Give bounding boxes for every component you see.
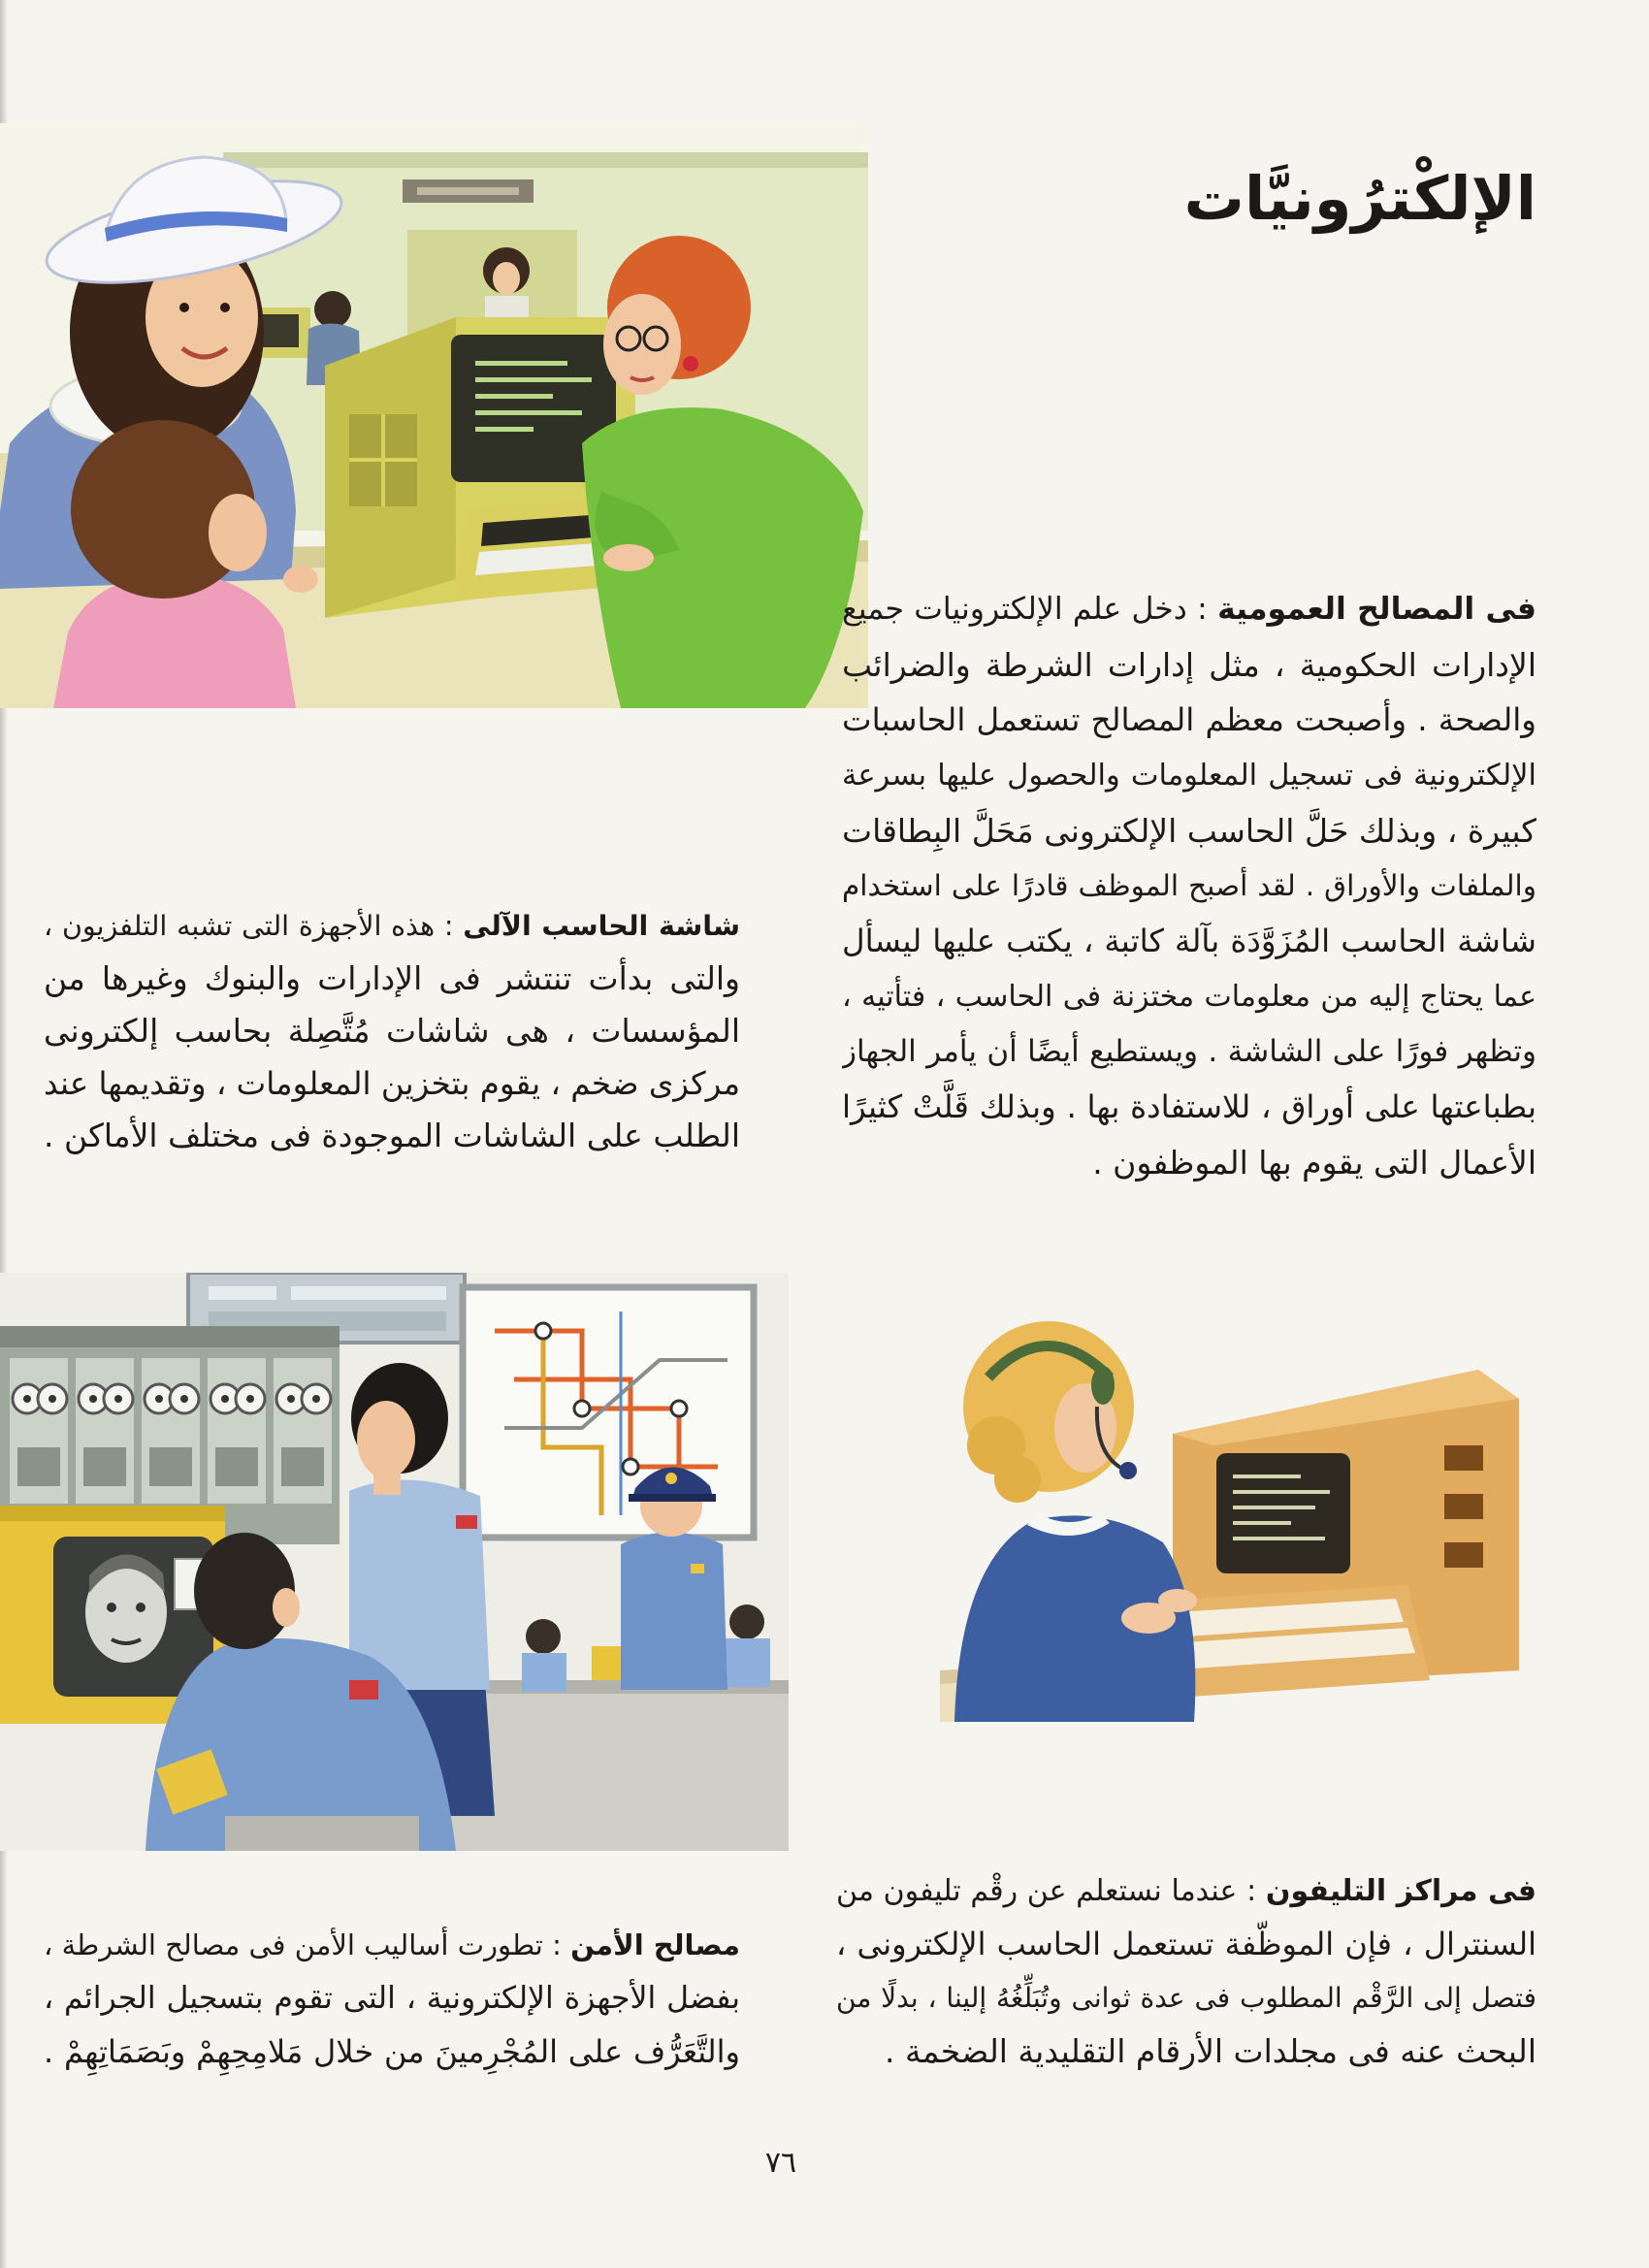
paragraph-line: الإلكترونية فى تسجيل المعلومات والحصول عليها بسرعة — [842, 759, 1536, 793]
paragraph-line: المؤسسات ، هى شاشات مُتَّصِلة بحاسب إلكترونى — [44, 1012, 740, 1050]
telephone-operator — [954, 1321, 1197, 1722]
illustration-security-control-room — [0, 1273, 789, 1851]
line-text: : هذه الأجهزة التى تشبه التلفزيون ، — [44, 910, 464, 942]
section-telephone-centers — [836, 1864, 1536, 2078]
paragraph-line: والملفات والأوراق . لقد أصبح الموظف قادرًا على استخدام — [842, 869, 1536, 902]
paragraph-line: عما يحتاج إليه من معلومات مختزنة فى الحاسب ، فتأتيه ، — [842, 980, 1536, 1014]
desk-front-edge — [225, 1816, 419, 1851]
paragraph-line: مركزى ضخم ، يقوم بتخزين المعلومات ، وتقديمها عند — [44, 1065, 740, 1102]
paragraph-line: شاشة الحاسب المُزَوَّدَة بآلة كاتبة ، يكتب عليها ليسأل — [842, 923, 1536, 959]
paragraph-line: بطباعتها على أوراق ، للاستفادة بها . وبذلك قَلَّتْ كثيرًا — [842, 1088, 1536, 1125]
paragraph-line: البحث عنه فى مجلدات الأرقام التقليدية الضخمة . — [885, 2032, 1536, 2070]
paragraph-line — [836, 1864, 1536, 1918]
paragraph-line: الأعمال التى يقوم بها الموظفون . — [1092, 1144, 1536, 1182]
wall-sign-plaque — [403, 179, 534, 203]
illustration-office-computer-counter — [0, 123, 868, 708]
paragraph-line: الإدارات الحكومية ، مثل إدارات الشرطة والضرائب — [842, 646, 1536, 684]
paragraph-line: والتَّعَرُّف على المُجْرِمينَ من خلال مَلامِحِهِمْ وبَصَمَاتِهِمْ . — [44, 2033, 740, 2070]
section-heading: مصالح الأمن — [570, 1928, 740, 1961]
section-security-services — [44, 1919, 740, 2079]
paragraph-line — [44, 1919, 740, 1972]
paragraph-line: كبيرة ، وبذلك حَلَّ الحاسب الإلكترونى مَحَلَّ البِطاقات — [842, 812, 1536, 850]
paragraph-line: بفضل الأجهزة الإلكترونية ، التى تقوم بتسجيل الجرائم ، — [44, 1981, 740, 2016]
line-text: : عندما نستعلم عن رقْم تليفون من — [836, 1874, 1266, 1908]
paragraph-line — [44, 900, 740, 953]
line-text: : تطورت أساليب الأمن فى مصالح الشرطة ، — [44, 1928, 571, 1961]
police-officer-with-cap — [621, 1467, 728, 1690]
line-text: : دخل علم الإلكترونيات جميع — [842, 592, 1218, 627]
illustration-telephone-operator — [940, 1310, 1519, 1722]
page-title: الإلكْترُونيَّات — [1183, 163, 1536, 234]
section-computer-screen — [44, 900, 740, 1162]
paragraph-line: فتصل إلى الرَّقْم المطلوب فى عدة ثوانى وتُبَلِّغُهُ إلينا ، بدلًا من — [836, 1982, 1536, 2014]
paragraph-line — [842, 582, 1536, 637]
section-heading: فى المصالح العمومية — [1217, 592, 1536, 627]
paragraph-line: السنترال ، فإن الموظّفة تستعمل الحاسب الإلكترونى ، — [836, 1926, 1536, 1962]
paragraph-line: الطلب على الشاشات الموجودة فى مختلف الأماكن . — [44, 1117, 740, 1154]
page-number: ٧٦ — [764, 2146, 797, 2180]
section-heading: فى مراكز التليفون — [1265, 1874, 1536, 1908]
paragraph-line: وتظهر فورًا على الشاشة . ويستطيع أيضًا أن يأمر الجهاز — [842, 1034, 1536, 1069]
paragraph-line: والتى بدأت تنتشر فى الإدارات والبنوك وغيرها من — [44, 959, 740, 997]
section-public-services — [842, 582, 1536, 1190]
section-heading: شاشة الحاسب الآلى — [463, 910, 740, 942]
paragraph-line: والصحة . وأصبحت معظم المصالح تستعمل الحاسبات — [842, 701, 1536, 738]
